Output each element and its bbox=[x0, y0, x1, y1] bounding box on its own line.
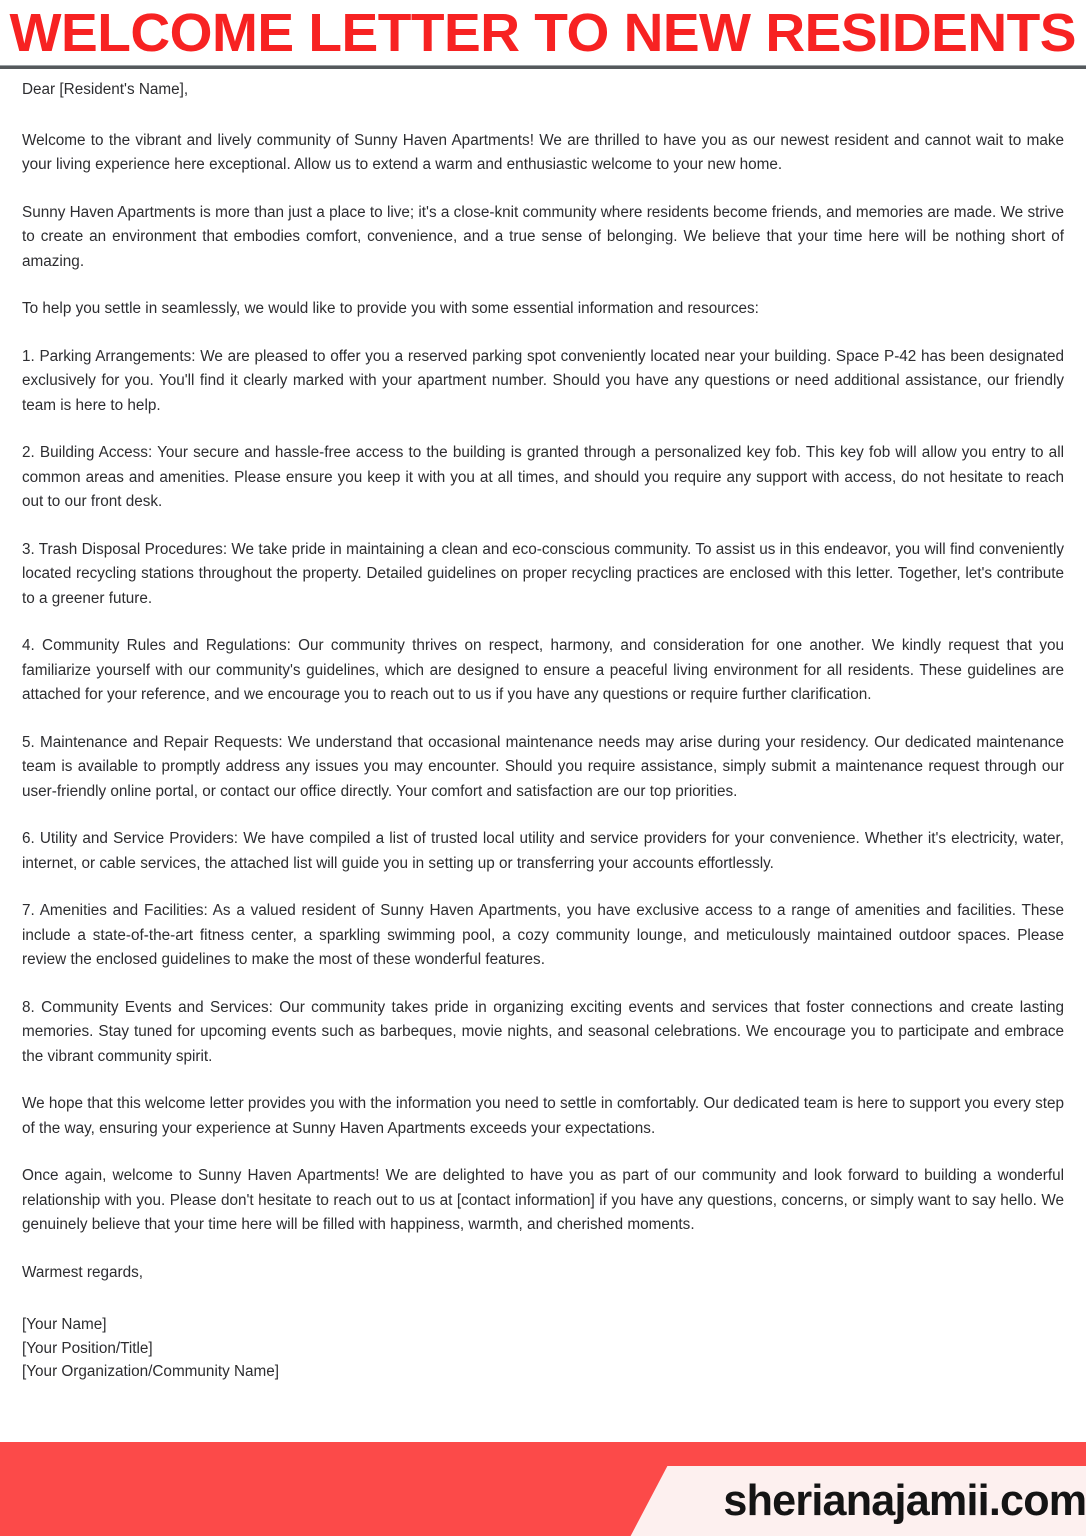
paragraph-closing-2: Once again, welcome to Sunny Haven Apartments! We are delighted to have you as part of our community and look forward to building a wonderful relationship with you. Please don't hesitate to reach out to us at [contact information] if you have any questions, concerns, or simply want to say hello. We genuinely believe that your time here will be filled with happiness, warmth, and cherished moments. bbox=[22, 1167, 1064, 1233]
list-item-amenities-and-facilities: 7. Amenities and Facilities: As a valued resident of Sunny Haven Apartments, you have exclusive access to a range of amenities and facilities. These include a state-of-the-art fitness center, a sparkling swimming pool, a cozy community lounge, and meticulously maintained outdoor spaces. Please review the enclosed guidelines to make the most of these wonderful features. bbox=[22, 902, 1064, 968]
list-item-community-events-and-services: 8. Community Events and Services: Our community takes pride in organizing exciting events and services that foster connections and create lasting memories. Stay tuned for upcoming events such as barbeques, movie nights, and seasonal celebrations. We encourage you to participate and embrace the vibrant community spirit. bbox=[22, 998, 1064, 1065]
paragraph-intro-1: Welcome to the vibrant and lively community of Sunny Haven Apartments! We are thrilled to have you as our newest resident and cannot wait to make your living experience here exceptional. Allow us to extend a warm and enthusiastic welcome to your new home. bbox=[22, 131, 1064, 173]
paragraph-intro-2: Sunny Haven Apartments is more than just a place to live; it's a close-knit community where residents become friends, and memories are made. We strive to create an environment that embodies comfort, convenience, and a true sense of belonging. We believe that your time here will be nothing short of amazing. bbox=[22, 203, 1064, 270]
footer-brand-wrap bbox=[626, 1466, 1086, 1536]
signature-position: [Your Position/Title] bbox=[22, 1339, 153, 1357]
salutation: Dear [Resident's Name], bbox=[22, 81, 189, 98]
footer-bar bbox=[0, 1442, 1086, 1536]
signature-block bbox=[22, 1313, 1064, 1384]
brand-website-label: sherianajamii.com bbox=[723, 1476, 1086, 1525]
page-title: WELCOME LETTER TO NEW RESIDENTS bbox=[9, 3, 1077, 63]
paragraph-lead-in: To help you settle in seamlessly, we would like to provide you with some essential information and resources: bbox=[22, 300, 759, 317]
title-banner bbox=[0, 0, 1086, 66]
title-divider bbox=[0, 66, 1086, 69]
paragraph-closing-1: We hope that this welcome letter provides you with the information you need to settle in comfortably. Our dedicated team is here to support you every step of the way, ensuring your experience at Sunny Haven Apartments exceeds your expectations. bbox=[22, 1095, 1064, 1137]
letter-body bbox=[22, 78, 1064, 1384]
list-item-utility-and-service-providers: 6. Utility and Service Providers: We have compiled a list of trusted local utility and service providers for your convenience. Whether it's electricity, water, internet, or cable services, the attached list will guide you in setting up or transferring your accounts effortlessly. bbox=[22, 830, 1064, 872]
list-item-maintenance-and-repair-requests: 5. Maintenance and Repair Requests: We understand that occasional maintenance needs may arise during your residency. Our dedicated maintenance team is available to promptly address any issues you may encounter. Should you require assistance, simply submit a maintenance request through our user-friendly online portal, or contact our office directly. Your comfort and satisfaction are our top priorities. bbox=[22, 733, 1064, 800]
list-item-community-rules-and-regulations: 4. Community Rules and Regulations: Our community thrives on respect, harmony, and consideration for one another. We kindly request that you familiarize yourself with our community's guidelines, which are designed to ensure a peaceful living environment for all residents. These guidelines are attached for your reference, and we encourage you to reach out to us if you have any questions or require further clarification. bbox=[22, 637, 1064, 703]
list-item-parking-arrangements: 1. Parking Arrangements: We are pleased to offer you a reserved parking spot conveniently located near your building. Space P-42 has been designated exclusively for you. You'll find it clearly marked with your apartment number. Should you have any questions or need additional assistance, our friendly team is here to help. bbox=[22, 347, 1064, 414]
list-item-building-access: 2. Building Access: Your secure and hassle-free access to the building is granted through a personalized key fob. This key fob will allow you entry to all common areas and amenities. Please ensure you keep it with you at all times, and should you require any support with access, do not hesitate to reach out to our front desk. bbox=[22, 444, 1064, 510]
list-item-trash-disposal-procedures: 3. Trash Disposal Procedures: We take pride in maintaining a clean and eco-conscious community. To assist us in this endeavor, you will find conveniently located recycling stations throughout the property. Detailed guidelines on proper recycling practices are enclosed with this letter. Together, let's contribute to a greener future. bbox=[22, 540, 1064, 607]
signature-organization: [Your Organization/Community Name] bbox=[22, 1363, 280, 1380]
signoff: Warmest regards, bbox=[22, 1263, 143, 1281]
signature-name: [Your Name] bbox=[22, 1316, 107, 1333]
